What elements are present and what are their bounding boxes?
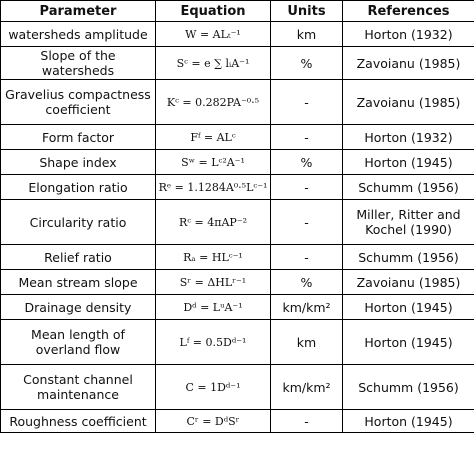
table-row <box>1 410 474 433</box>
equation-cell: Cʳ = DᵈSʳ <box>156 410 271 433</box>
reference-cell: Horton (1932) <box>343 22 474 47</box>
equation-cell: Sᶜ = e ∑ lᵢA⁻¹ <box>156 47 271 80</box>
reference-cell: Schumm (1956) <box>343 175 474 200</box>
equation-cell: Rᶜ = 4πAP⁻² <box>156 200 271 245</box>
reference-cell: Horton (1945) <box>343 320 474 365</box>
equation-cell: C = 1Dᵈ⁻¹ <box>156 365 271 410</box>
parameter-cell: Roughness coefficient <box>1 410 156 433</box>
table-row <box>1 320 474 365</box>
reference-cell: Zavoianu (1985) <box>343 47 474 80</box>
table-row <box>1 150 474 175</box>
units-cell: km/km² <box>271 365 343 410</box>
table-row <box>1 295 474 320</box>
units-cell: % <box>271 47 343 80</box>
equation-cell: W = ALₜ⁻¹ <box>156 22 271 47</box>
parameter-cell: Circularity ratio <box>1 200 156 245</box>
parameter-cell: Form factor <box>1 125 156 150</box>
parameter-cell: Shape index <box>1 150 156 175</box>
table-row <box>1 200 474 245</box>
parameter-cell: Constant channel maintenance <box>1 365 156 410</box>
equation-cell: Sʳ = ΔHLʳ⁻¹ <box>156 270 271 295</box>
reference-cell: Miller, Ritter and Kochel (1990) <box>343 200 474 245</box>
reference-cell: Horton (1945) <box>343 150 474 175</box>
header-parameter: Parameter <box>1 1 156 22</box>
equation-cell: Fᶠ = ALᶜ <box>156 125 271 150</box>
units-cell: - <box>271 410 343 433</box>
equation-cell: Rₐ = HLᶜ⁻¹ <box>156 245 271 270</box>
header-equation: Equation <box>156 1 271 22</box>
units-cell: - <box>271 175 343 200</box>
reference-cell: Zavoianu (1985) <box>343 80 474 125</box>
reference-cell: Zavoianu (1985) <box>343 270 474 295</box>
equation-cell: Dᵈ = LᵘA⁻¹ <box>156 295 271 320</box>
table-row <box>1 80 474 125</box>
units-cell: - <box>271 200 343 245</box>
parameter-cell: Elongation ratio <box>1 175 156 200</box>
parameter-cell: Slope of the watersheds <box>1 47 156 80</box>
table-row <box>1 22 474 47</box>
equation-cell: Rᵉ = 1.1284A⁰·⁵Lᶜ⁻¹ <box>156 175 271 200</box>
parameter-cell: watersheds amplitude <box>1 22 156 47</box>
units-cell: km/km² <box>271 295 343 320</box>
table-row <box>1 125 474 150</box>
parameter-cell: Mean length of overland flow <box>1 320 156 365</box>
parameter-cell: Drainage density <box>1 295 156 320</box>
units-cell: km <box>271 320 343 365</box>
reference-cell: Horton (1932) <box>343 125 474 150</box>
units-cell: km <box>271 22 343 47</box>
header-references: References <box>343 1 474 22</box>
equation-cell: Kᶜ = 0.282PA⁻⁰·⁵ <box>156 80 271 125</box>
table-row <box>1 365 474 410</box>
table-row <box>1 245 474 270</box>
table-row <box>1 47 474 80</box>
parameter-cell: Relief ratio <box>1 245 156 270</box>
table-row <box>1 175 474 200</box>
reference-cell: Schumm (1956) <box>343 365 474 410</box>
reference-cell: Horton (1945) <box>343 410 474 433</box>
units-cell: - <box>271 125 343 150</box>
table-row <box>1 270 474 295</box>
equation-cell: Sʷ = Lᶜ²A⁻¹ <box>156 150 271 175</box>
units-cell: % <box>271 270 343 295</box>
equation-cell: Lᶠ = 0.5Dᵈ⁻¹ <box>156 320 271 365</box>
parameter-cell: Gravelius compactness coefficient <box>1 80 156 125</box>
reference-cell: Schumm (1956) <box>343 245 474 270</box>
header-units: Units <box>271 1 343 22</box>
header-row <box>1 1 474 22</box>
units-cell: - <box>271 80 343 125</box>
parameter-cell: Mean stream slope <box>1 270 156 295</box>
reference-cell: Horton (1945) <box>343 295 474 320</box>
units-cell: - <box>271 245 343 270</box>
units-cell: % <box>271 150 343 175</box>
